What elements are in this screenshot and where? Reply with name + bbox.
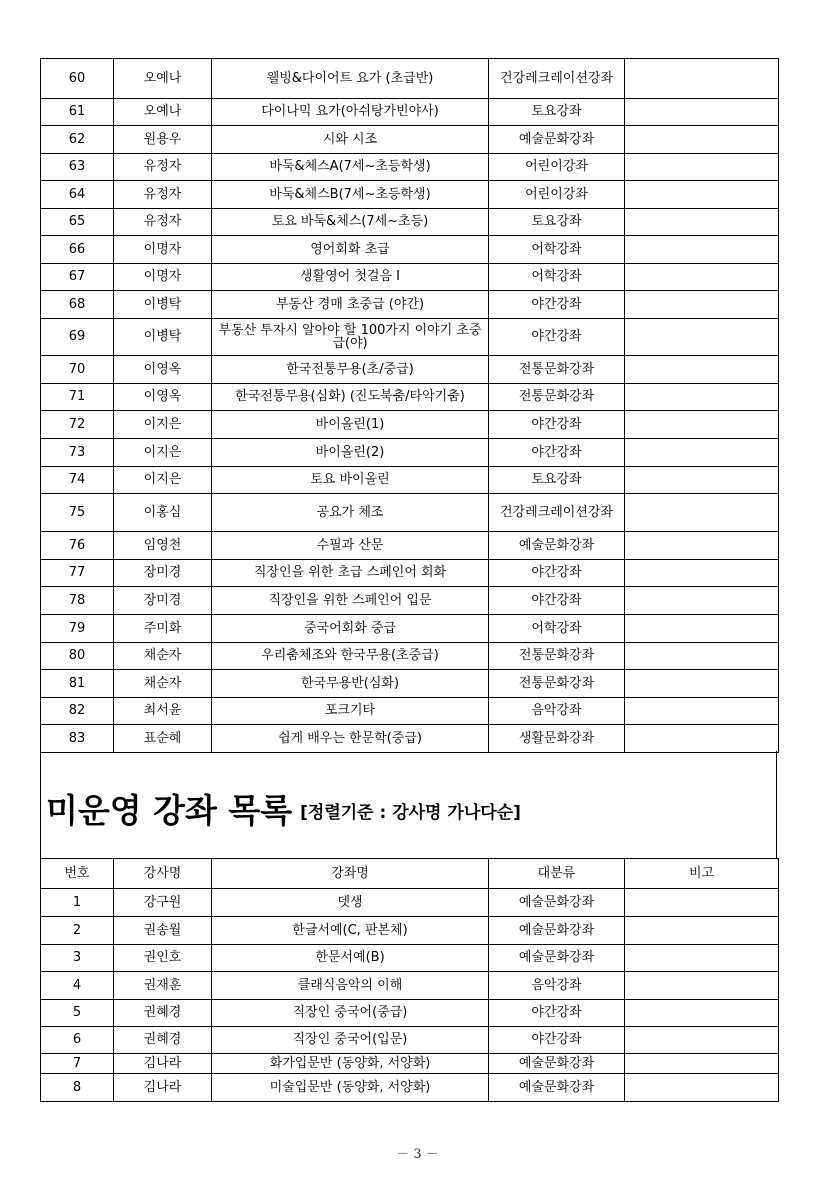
cell-no: 5 [41, 1000, 114, 1027]
table-row [41, 356, 779, 384]
header-category: 대분류 [489, 859, 625, 889]
table-row [41, 615, 779, 643]
cell-course: 바이올린(1) [212, 411, 489, 439]
section-title-text: 미운영 강좌 목록 [46, 791, 293, 830]
table-row [41, 264, 779, 291]
cell-teacher: 유정자 [114, 181, 212, 209]
cell-note [625, 917, 779, 945]
cell-no: 75 [41, 494, 114, 532]
cell-no: 1 [41, 889, 114, 917]
table-row [41, 560, 779, 587]
table-row [41, 467, 779, 494]
cell-course: 부동산 경매 초중급 (야간) [212, 291, 489, 319]
section-subtitle: [정렬기준 : 강사명 가나다순] [300, 803, 521, 823]
cell-course: 다이나믹 요가(아쉬탕가빈야사) [212, 99, 489, 126]
cell-teacher: 이지은 [114, 411, 212, 439]
cell-teacher: 오예나 [114, 99, 212, 126]
cell-category: 토요강좌 [489, 99, 625, 126]
cell-note [625, 1054, 779, 1074]
table-row [41, 1000, 779, 1027]
cell-teacher: 이영옥 [114, 356, 212, 384]
cell-note [625, 1000, 779, 1027]
cell-no: 83 [41, 725, 114, 753]
table-row [41, 670, 779, 698]
cell-no: 79 [41, 615, 114, 643]
cell-course: 영어회화 초급 [212, 236, 489, 264]
cell-teacher: 유정자 [114, 209, 212, 236]
cell-no: 63 [41, 154, 114, 181]
table-row [41, 154, 779, 181]
cell-course: 직장인을 위한 초급 스페인어 회화 [212, 560, 489, 587]
cell-note [625, 615, 779, 643]
cell-course: 한국무용반(심화) [212, 670, 489, 698]
cell-course: 포크기타 [212, 698, 489, 725]
cell-no: 65 [41, 209, 114, 236]
cell-no: 78 [41, 587, 114, 615]
table-row [41, 945, 779, 972]
cell-category: 전통문화강좌 [489, 384, 625, 411]
table-row [41, 698, 779, 725]
cell-category: 어린이강좌 [489, 181, 625, 209]
cell-course: 뎃생 [212, 889, 489, 917]
cell-category: 야간강좌 [489, 319, 625, 356]
cell-course: 클래식음악의 이해 [212, 972, 489, 1000]
cell-no: 8 [41, 1074, 114, 1102]
cell-note [625, 532, 779, 560]
cell-no: 80 [41, 643, 114, 670]
cell-teacher: 채순자 [114, 643, 212, 670]
cell-no: 6 [41, 1027, 114, 1054]
cell-course: 수필과 산문 [212, 532, 489, 560]
cell-teacher: 권혜경 [114, 1027, 212, 1054]
cell-no: 81 [41, 670, 114, 698]
cell-teacher: 강구원 [114, 889, 212, 917]
cell-teacher: 원용우 [114, 126, 212, 154]
cell-category: 어학강좌 [489, 236, 625, 264]
table-row [41, 587, 779, 615]
cell-no: 70 [41, 356, 114, 384]
table-row [41, 532, 779, 560]
cell-note [625, 1027, 779, 1054]
cell-teacher: 이명자 [114, 264, 212, 291]
table-row [41, 643, 779, 670]
cell-category: 건강레크레이션강좌 [489, 494, 625, 532]
cell-category: 야간강좌 [489, 1027, 625, 1054]
cell-course: 직장인 중국어(입문) [212, 1027, 489, 1054]
cell-category: 예술문화강좌 [489, 532, 625, 560]
cell-note [625, 411, 779, 439]
cell-category: 야간강좌 [489, 1000, 625, 1027]
cell-category: 토요강좌 [489, 467, 625, 494]
cell-course: 공요가 체조 [212, 494, 489, 532]
cell-teacher: 이지은 [114, 467, 212, 494]
table-row [41, 236, 779, 264]
cell-category: 예술문화강좌 [489, 945, 625, 972]
cell-no: 82 [41, 698, 114, 725]
cell-no: 62 [41, 126, 114, 154]
cell-category: 전통문화강좌 [489, 670, 625, 698]
cell-note [625, 725, 779, 753]
cell-course: 직장인 중국어(중급) [212, 1000, 489, 1027]
cell-no: 67 [41, 264, 114, 291]
table-header-row [41, 859, 779, 889]
table-row [41, 291, 779, 319]
cell-category: 야간강좌 [489, 411, 625, 439]
cell-note [625, 99, 779, 126]
cell-no: 60 [41, 59, 114, 99]
cell-note [625, 126, 779, 154]
cell-category: 예술문화강좌 [489, 889, 625, 917]
cell-course: 토요 바둑&체스(7세~초등) [212, 209, 489, 236]
cell-note [625, 467, 779, 494]
cell-no: 74 [41, 467, 114, 494]
cell-teacher: 최서윤 [114, 698, 212, 725]
cell-note [625, 291, 779, 319]
cell-teacher: 주미화 [114, 615, 212, 643]
cell-note [625, 356, 779, 384]
unoperated-course-table [40, 858, 779, 1102]
cell-note [625, 945, 779, 972]
cell-no: 76 [41, 532, 114, 560]
cell-category: 어린이강좌 [489, 154, 625, 181]
cell-category: 음악강좌 [489, 698, 625, 725]
cell-category: 야간강좌 [489, 587, 625, 615]
cell-note [625, 319, 779, 356]
table-row [41, 972, 779, 1000]
cell-note [625, 494, 779, 532]
cell-category: 건강레크레이션강좌 [489, 59, 625, 99]
cell-teacher: 이영옥 [114, 384, 212, 411]
cell-teacher: 권인호 [114, 945, 212, 972]
table-row [41, 889, 779, 917]
table-row [41, 209, 779, 236]
cell-category: 음악강좌 [489, 972, 625, 1000]
cell-teacher: 권혜경 [114, 1000, 212, 1027]
cell-category: 토요강좌 [489, 209, 625, 236]
cell-no: 66 [41, 236, 114, 264]
table-row [41, 319, 779, 356]
cell-course: 생활영어 첫걸음 I [212, 264, 489, 291]
table-row [41, 411, 779, 439]
cell-no: 3 [41, 945, 114, 972]
table-row [41, 494, 779, 532]
cell-teacher: 이지은 [114, 439, 212, 467]
table-row [41, 384, 779, 411]
cell-note [625, 384, 779, 411]
cell-course: 한문서예(B) [212, 945, 489, 972]
cell-note [625, 560, 779, 587]
cell-category: 예술문화강좌 [489, 126, 625, 154]
cell-note [625, 236, 779, 264]
cell-no: 73 [41, 439, 114, 467]
cell-course: 쉽게 배우는 한문학(중급) [212, 725, 489, 753]
cell-teacher: 이명자 [114, 236, 212, 264]
cell-teacher: 장미경 [114, 587, 212, 615]
cell-teacher: 표순혜 [114, 725, 212, 753]
cell-course: 한글서예(C, 판본체) [212, 917, 489, 945]
cell-course: 한국전통무용(초/중급) [212, 356, 489, 384]
table-row [41, 1027, 779, 1054]
cell-teacher: 권송월 [114, 917, 212, 945]
cell-course: 미술입문반 (동양화, 서양화) [212, 1074, 489, 1102]
course-table-continued [40, 58, 779, 753]
section-title [46, 785, 521, 832]
cell-course: 시와 시조 [212, 126, 489, 154]
cell-course: 바둑&체스A(7세~초등학생) [212, 154, 489, 181]
cell-category: 야간강좌 [489, 560, 625, 587]
cell-category: 어학강좌 [489, 615, 625, 643]
cell-category: 어학강좌 [489, 264, 625, 291]
table-row [41, 1054, 779, 1074]
cell-no: 2 [41, 917, 114, 945]
cell-note [625, 209, 779, 236]
cell-teacher: 권재훈 [114, 972, 212, 1000]
cell-course: 웰빙&다이어트 요가 (초급반) [212, 59, 489, 99]
table-row [41, 181, 779, 209]
cell-no: 4 [41, 972, 114, 1000]
cell-no: 64 [41, 181, 114, 209]
table-row [41, 126, 779, 154]
cell-teacher: 임영천 [114, 532, 212, 560]
cell-no: 77 [41, 560, 114, 587]
cell-note [625, 587, 779, 615]
cell-note [625, 670, 779, 698]
cell-teacher: 오예나 [114, 59, 212, 99]
header-teacher: 강사명 [114, 859, 212, 889]
cell-category: 예술문화강좌 [489, 917, 625, 945]
cell-teacher: 장미경 [114, 560, 212, 587]
page-number: － 3 － [396, 1147, 439, 1162]
cell-note [625, 1074, 779, 1102]
cell-course: 직장인을 위한 스페인어 입문 [212, 587, 489, 615]
cell-no: 72 [41, 411, 114, 439]
cell-course: 화가입문반 (동양화, 서양화) [212, 1054, 489, 1074]
table-row [41, 725, 779, 753]
cell-note [625, 972, 779, 1000]
cell-course: 우리춤체조와 한국무용(초중급) [212, 643, 489, 670]
cell-no: 7 [41, 1054, 114, 1074]
cell-category: 생활문화강좌 [489, 725, 625, 753]
cell-note [625, 439, 779, 467]
cell-no: 71 [41, 384, 114, 411]
cell-course: 부동산 투자시 알아야 할 100가지 이야기 초중급(야) [212, 319, 489, 356]
cell-course: 중국어회화 중급 [212, 615, 489, 643]
cell-teacher: 이병탁 [114, 319, 212, 356]
cell-teacher: 채순자 [114, 670, 212, 698]
cell-no: 68 [41, 291, 114, 319]
cell-category: 예술문화강좌 [489, 1054, 625, 1074]
header-course: 강좌명 [212, 859, 489, 889]
course-table-body [41, 59, 779, 753]
unoperated-table-body [41, 889, 779, 1102]
cell-category: 전통문화강좌 [489, 356, 625, 384]
cell-note [625, 698, 779, 725]
cell-category: 야간강좌 [489, 439, 625, 467]
cell-teacher: 이병탁 [114, 291, 212, 319]
cell-note [625, 181, 779, 209]
cell-teacher: 유정자 [114, 154, 212, 181]
cell-no: 69 [41, 319, 114, 356]
cell-category: 야간강좌 [489, 291, 625, 319]
table-row [41, 99, 779, 126]
cell-course: 한국전통무용(심화) (진도북춤/타악기춤) [212, 384, 489, 411]
cell-teacher: 김나라 [114, 1054, 212, 1074]
cell-course: 바둑&체스B(7세~초등학생) [212, 181, 489, 209]
table-row [41, 917, 779, 945]
cell-course: 토요 바이올린 [212, 467, 489, 494]
header-no: 번호 [41, 859, 114, 889]
cell-no: 61 [41, 99, 114, 126]
cell-teacher: 김나라 [114, 1074, 212, 1102]
cell-category: 예술문화강좌 [489, 1074, 625, 1102]
table-row [41, 1074, 779, 1102]
cell-note [625, 889, 779, 917]
cell-note [625, 154, 779, 181]
cell-teacher: 이홍심 [114, 494, 212, 532]
cell-category: 전통문화강좌 [489, 643, 625, 670]
header-note: 비고 [625, 859, 779, 889]
table-row [41, 59, 779, 99]
cell-note [625, 59, 779, 99]
cell-note [625, 264, 779, 291]
cell-note [625, 643, 779, 670]
table-row [41, 439, 779, 467]
cell-course: 바이올린(2) [212, 439, 489, 467]
